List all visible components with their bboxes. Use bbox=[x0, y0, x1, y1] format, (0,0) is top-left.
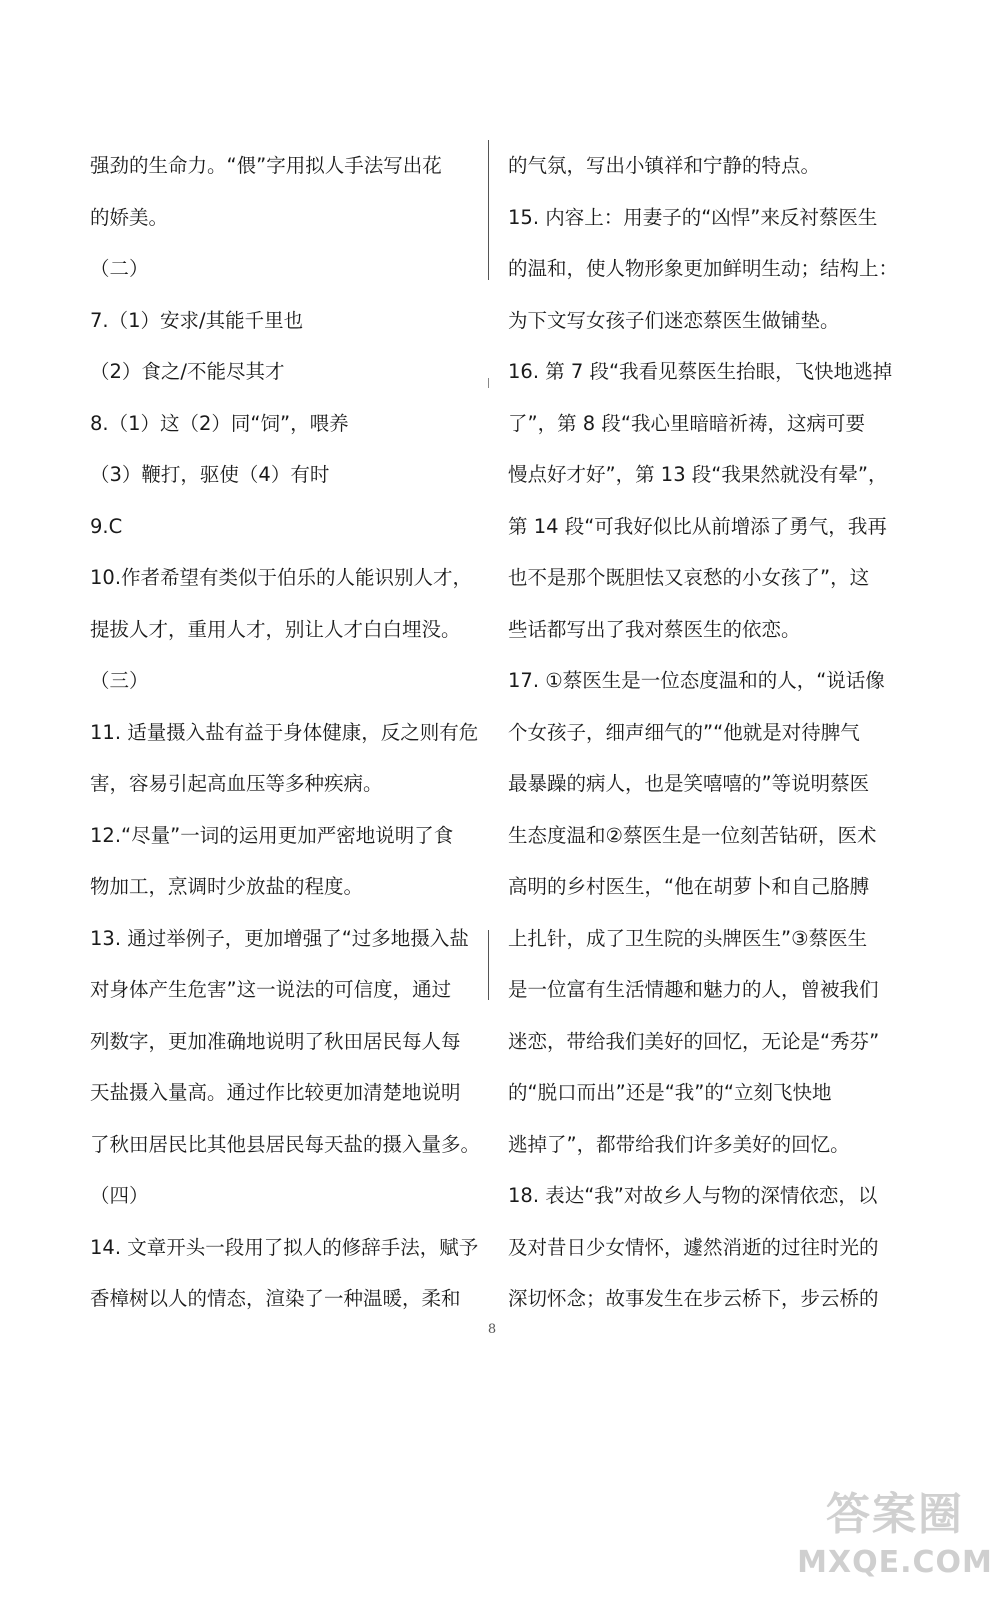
text-line: 列数字，更加准确地说明了秋田居民每人每 bbox=[90, 1029, 461, 1053]
watermark-logo bbox=[795, 1485, 995, 1597]
text-line: （三） bbox=[90, 669, 149, 692]
text-line: 些话都写出了我对蔡医生的依恋。 bbox=[508, 617, 801, 641]
text-line: 9.C bbox=[90, 514, 123, 538]
text-line: 15. 内容上：用妻子的“凶悍”来反衬蔡医生 bbox=[508, 205, 878, 229]
text-line: 17. ①蔡医生是一位态度温和的人，“说话像 bbox=[508, 669, 885, 692]
text-line: 的温和，使人物形象更加鲜明生动；结构上： bbox=[508, 257, 899, 280]
page-number: 8 bbox=[487, 1322, 497, 1337]
text-line: 逃掉了”，都带给我们许多美好的回忆。 bbox=[508, 1132, 850, 1156]
column-divider bbox=[488, 140, 489, 280]
text-line: 及对昔日少女情怀，遽然消逝的过往时光的 bbox=[508, 1235, 879, 1259]
text-line: 个女孩子，细声细气的”“他就是对待脾气 bbox=[508, 720, 860, 744]
text-line: 了”，第 8 段“我心里暗暗祈祷，这病可要 bbox=[508, 411, 866, 435]
text-line: 生态度温和②蔡医生是一位刻苦钻研，医术 bbox=[508, 823, 877, 847]
right-column bbox=[508, 140, 908, 1325]
text-line: 提拔人才，重用人才，别让人才白白埋没。 bbox=[90, 617, 461, 641]
text-line: 上扎针，成了卫生院的头牌医生”③蔡医生 bbox=[508, 926, 868, 950]
text-line: 的气氛，写出小镇祥和宁静的特点。 bbox=[508, 154, 821, 177]
text-line: 慢点好才好”，第 13 段“我果然就没有晕”， bbox=[508, 463, 888, 486]
text-line: 害，容易引起高血压等多种疾病。 bbox=[90, 772, 383, 795]
text-line: 也不是那个既胆怯又哀愁的小女孩了”，这 bbox=[508, 566, 870, 589]
watermark-logo-text: 答案圈 bbox=[826, 1489, 964, 1540]
text-line: 14. 文章开头一段用了拟人的修辞手法，赋予 bbox=[90, 1235, 479, 1259]
text-line: 的娇美。 bbox=[90, 205, 169, 229]
text-line: （3）鞭打，驱使（4）有时 bbox=[90, 463, 330, 486]
text-line: 天盐摄入量高。通过作比较更加清楚地说明 bbox=[90, 1081, 461, 1104]
text-line: 16. 第 7 段“我看见蔡医生抬眼，飞快地逃掉 bbox=[508, 360, 893, 383]
text-line: （四） bbox=[90, 1184, 149, 1207]
text-line: （2）食之/不能尽其才 bbox=[90, 360, 285, 383]
text-line: 深切怀念；故事发生在步云桥下，步云桥的 bbox=[508, 1287, 879, 1310]
text-line: 10.作者希望有类似于伯乐的人能识别人才， bbox=[90, 566, 473, 589]
text-line: 强劲的生命力。“偎”字用拟人手法写出花 bbox=[90, 154, 442, 177]
column-divider bbox=[488, 930, 489, 1000]
text-line: 对身体产生危害”这一说法的可信度，通过 bbox=[90, 978, 452, 1001]
text-line: 了秋田居民比其他县居民每天盐的摄入量多。 bbox=[90, 1132, 481, 1156]
text-line: 高明的乡村医生，“他在胡萝卜和自己胳膊 bbox=[508, 875, 870, 898]
left-column bbox=[90, 140, 480, 1325]
text-line: 最暴躁的病人，也是笑嘻嘻的”等说明蔡医 bbox=[508, 772, 870, 795]
text-line: 11. 适量摄入盐有益于身体健康，反之则有危 bbox=[90, 720, 479, 744]
text-line: 7.（1）安求/其能千里也 bbox=[90, 308, 304, 332]
text-line: 的“脱口而出”还是“我”的“立刻飞快地 bbox=[508, 1081, 832, 1104]
text-line: 为下文写女孩子们迷恋蔡医生做铺垫。 bbox=[508, 308, 840, 332]
text-line: 12.“尽量”一词的运用更加严密地说明了食 bbox=[90, 823, 454, 847]
text-line: （二） bbox=[90, 257, 149, 280]
watermark-url-text: MXQE.COM bbox=[797, 1545, 993, 1580]
text-line: 香樟树以人的情态，渲染了一种温暖，柔和 bbox=[90, 1287, 461, 1310]
text-line: 8.（1）这（2）同“饲”，喂养 bbox=[90, 411, 349, 435]
text-line: 是一位富有生活情趣和魅力的人，曾被我们 bbox=[508, 978, 879, 1001]
text-line: 18. 表达“我”对故乡人与物的深情依恋，以 bbox=[508, 1184, 878, 1207]
column-divider-mark bbox=[488, 378, 489, 388]
text-line: 第 14 段“可我好似比从前增添了勇气，我再 bbox=[508, 514, 887, 538]
text-line: 13. 通过举例子，更加增强了“过多地摄入盐 bbox=[90, 926, 469, 950]
text-line: 迷恋，带给我们美好的回忆，无论是“秀芬” bbox=[508, 1029, 880, 1053]
text-line: 物加工，烹调时少放盐的程度。 bbox=[90, 875, 364, 898]
